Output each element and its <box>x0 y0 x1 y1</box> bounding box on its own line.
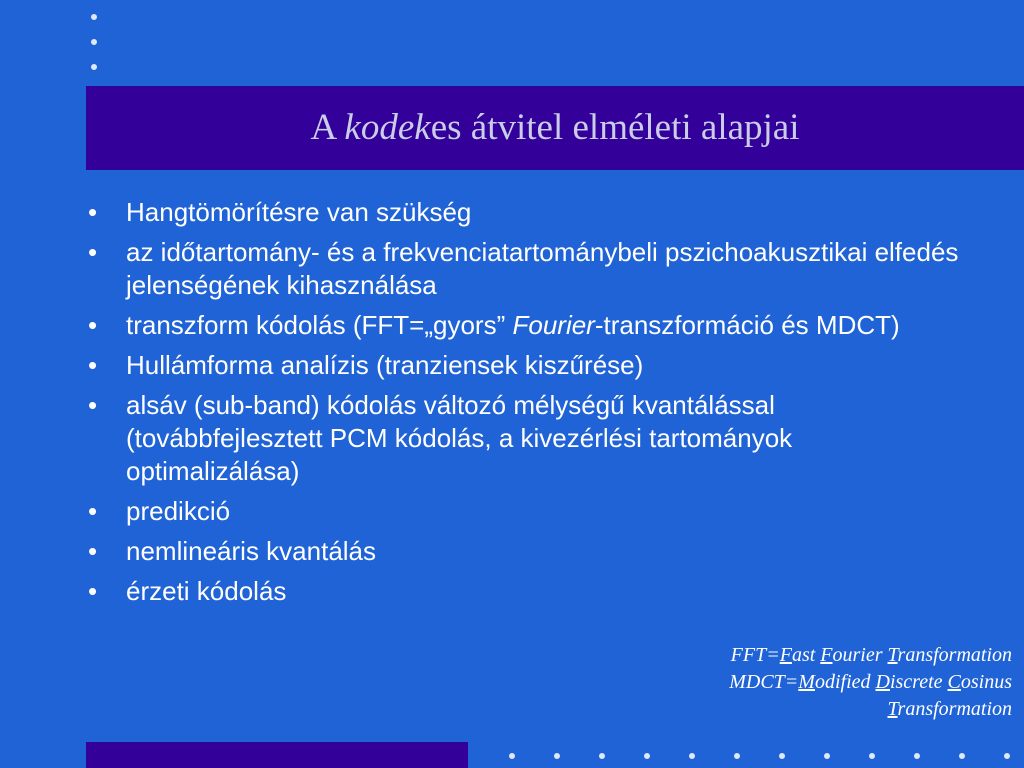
bullet-item: • predikció <box>88 495 968 528</box>
decor-dot <box>734 753 740 759</box>
footnote-mdct: MDCT=Modified Discrete Cosinus <box>729 671 1012 693</box>
slide-title: A kodekes átvitel elméleti alapjai <box>310 107 800 148</box>
decor-dot <box>91 64 97 70</box>
bullet-item: • transzform kódolás (FFT=„gyors” Fourier-transzformáció és MDCT) <box>88 309 968 342</box>
decor-dot <box>1004 753 1010 759</box>
decor-dot <box>599 753 605 759</box>
decor-dot <box>869 753 875 759</box>
decor-dot <box>554 753 560 759</box>
bottom-band <box>86 742 468 768</box>
acronym-footnote <box>729 642 1012 723</box>
decor-dot <box>914 753 920 759</box>
decor-dot <box>91 39 97 45</box>
decor-dot <box>689 753 695 759</box>
decor-dot <box>644 753 650 759</box>
decor-dot <box>779 753 785 759</box>
footnote-fft: FFT=Fast Fourier Transformation <box>730 644 1012 666</box>
bullet-item: • érzeti kódolás <box>88 575 968 608</box>
bullet-item: • nemlineáris kvantálás <box>88 535 968 568</box>
decor-dot <box>824 753 830 759</box>
decor-dot <box>959 753 965 759</box>
bullet-list <box>88 196 968 615</box>
footnote-mdct-cont: Transformation <box>887 698 1012 720</box>
bullet-item: • Hangtömörítésre van szükség <box>88 196 968 229</box>
bullet-item: • alsáv (sub-band) kódolás változó mélységű kvantálással (továbbfejlesztett PCM kódolás, a kivezérlési tartományok optimalizálása) <box>88 389 968 488</box>
title-italic: kodek <box>344 107 431 148</box>
decor-dot <box>91 14 97 20</box>
bullet-item: • az időtartomány- és a frekvenciatartománybeli pszichoakusztikai elfedés jelenségének kihasználása <box>88 236 968 302</box>
decor-dot <box>509 753 515 759</box>
title-band <box>86 86 1024 170</box>
bullet-item: • Hullámforma analízis (tranziensek kiszűrése) <box>88 349 968 382</box>
